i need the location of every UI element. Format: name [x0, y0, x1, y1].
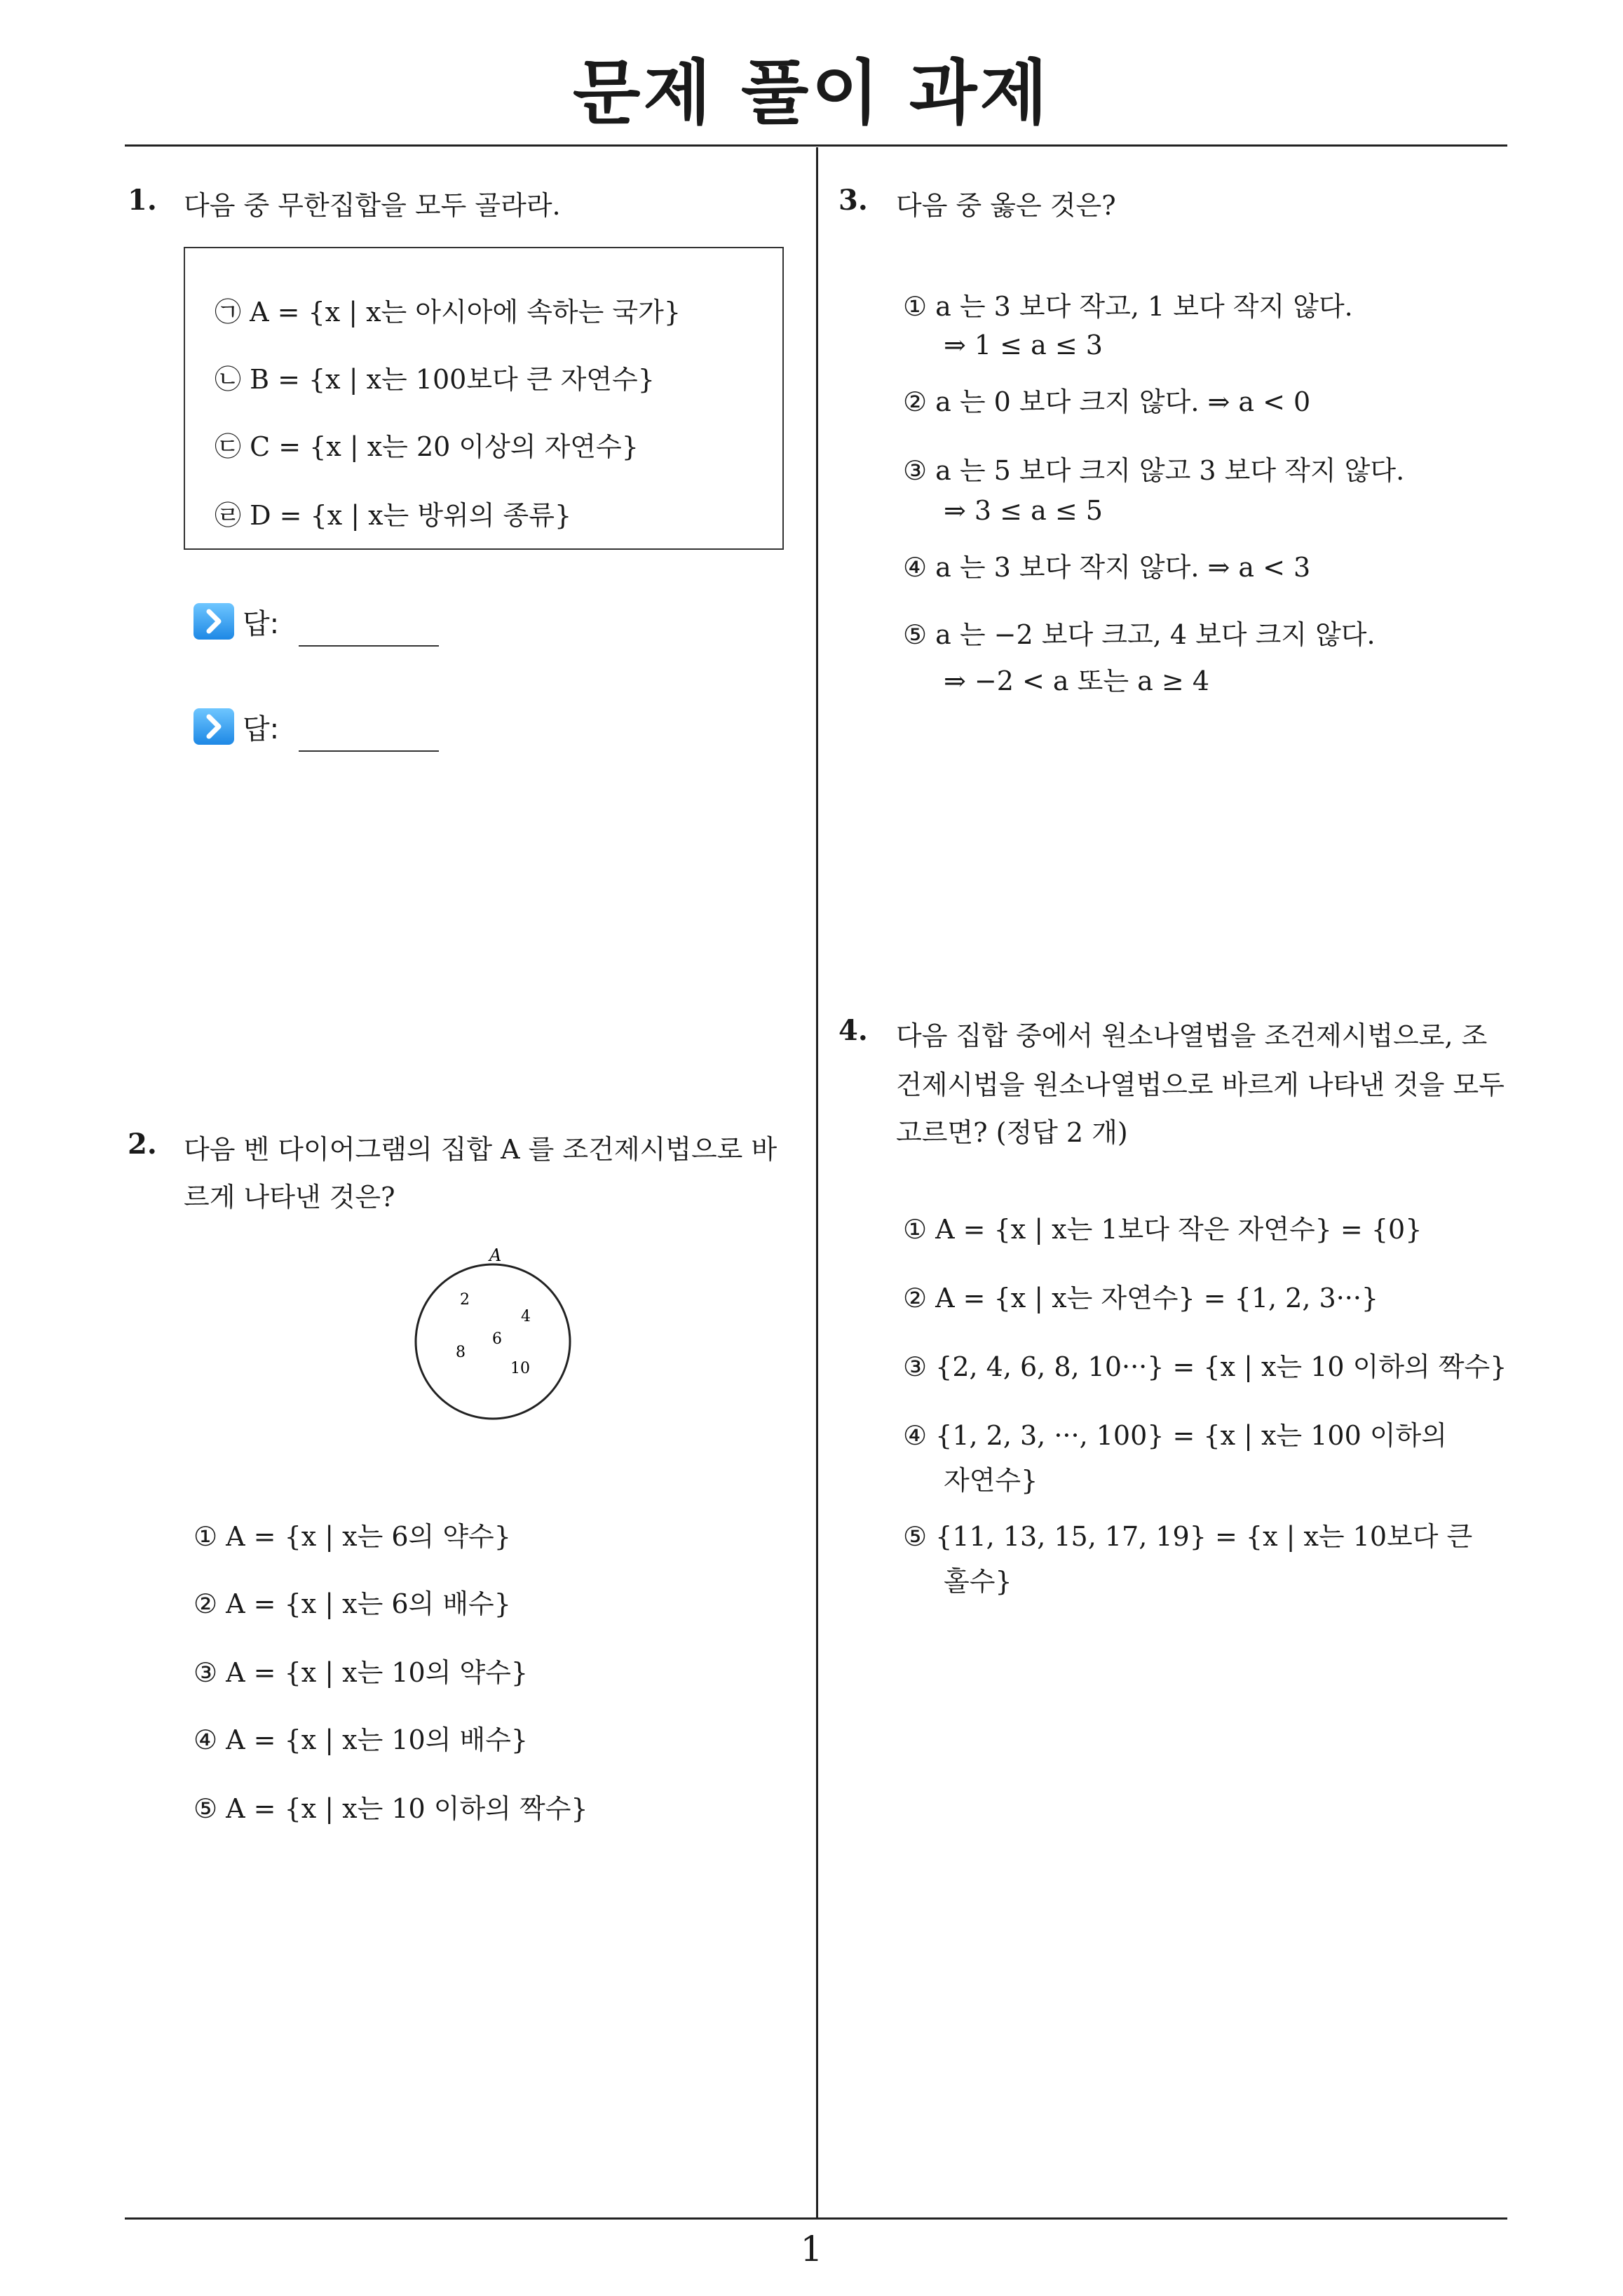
question-4-text: 건제시법을 원소나열법으로 바르게 나타낸 것을 모두	[896, 1069, 1505, 1100]
question-4-text: 다음 집합 중에서 원소나열법을 조건제시법으로, 조	[896, 1020, 1488, 1051]
page-title: 문제 풀이 과제	[572, 52, 1051, 134]
header-divider	[125, 144, 1507, 147]
answer-blank[interactable]	[299, 750, 439, 752]
question-3-option[interactable]: ③ a 는 5 보다 크지 않고 3 보다 작지 않다.	[903, 455, 1405, 486]
question-4-text: 고르면? (정답 2 개)	[896, 1117, 1128, 1148]
question-2-option[interactable]: ④ A = {x | x는 10의 배수}	[193, 1724, 529, 1755]
question-1-item: ㉢ C = {x | x는 20 이상의 자연수}	[215, 431, 639, 462]
venn-element: 2	[460, 1291, 470, 1309]
question-3-option[interactable]: ⑤ a 는 −2 보다 크고, 4 보다 크지 않다.	[903, 619, 1376, 650]
answer-label: 답:	[243, 713, 280, 745]
question-3-option[interactable]: ④ a 는 3 보다 작지 않다. ⇒ a < 3	[903, 552, 1311, 583]
venn-element: 6	[492, 1330, 502, 1348]
question-4-option[interactable]: ④ {1, 2, 3, ···, 100} = {x | x는 100 이하의	[903, 1420, 1447, 1451]
question-4-option[interactable]: ① A = {x | x는 1보다 작은 자연수} = {0}	[903, 1214, 1422, 1245]
question-1-item: ㉣ D = {x | x는 방위의 종류}	[215, 500, 572, 531]
question-2-text: 다음 벤 다이어그램의 집합 A 를 조건제시법으로 바	[184, 1134, 777, 1165]
question-3-option-result: ⇒ −2 < a 또는 a ≥ 4	[944, 666, 1209, 696]
question-4-option[interactable]: ② A = {x | x는 자연수} = {1, 2, 3···}	[903, 1283, 1379, 1314]
question-4-option-continued: 홀수}	[944, 1566, 1012, 1597]
venn-element: 10	[510, 1360, 530, 1377]
question-2-option[interactable]: ⑤ A = {x | x는 10 이하의 짝수}	[193, 1793, 588, 1824]
question-1-text: 다음 중 무한집합을 모두 골라라.	[184, 190, 561, 221]
question-4-option[interactable]: ③ {2, 4, 6, 8, 10···} = {x | x는 10 이하의 짝수}	[903, 1351, 1507, 1382]
chevron-right-icon	[193, 603, 234, 640]
answer-label: 답:	[243, 608, 280, 640]
question-2-option[interactable]: ① A = {x | x는 6의 약수}	[193, 1521, 511, 1552]
answer-blank[interactable]	[299, 645, 439, 647]
question-4-number: 4.	[838, 1014, 868, 1047]
set-label: A	[489, 1245, 502, 1265]
question-3-number: 3.	[838, 184, 868, 217]
question-2-number: 2.	[128, 1128, 157, 1161]
question-3-option[interactable]: ① a 는 3 보다 작고, 1 보다 작지 않다.	[903, 291, 1353, 322]
question-3-option[interactable]: ② a 는 0 보다 크지 않다. ⇒ a < 0	[903, 386, 1311, 417]
chevron-right-icon	[193, 708, 234, 745]
question-4-option[interactable]: ⑤ {11, 13, 15, 17, 19} = {x | x는 10보다 큰	[903, 1521, 1473, 1552]
question-2-option[interactable]: ③ A = {x | x는 10의 약수}	[193, 1657, 529, 1688]
question-1-item: ㉠ A = {x | x는 아시아에 속하는 국가}	[215, 297, 681, 327]
venn-diagram	[407, 1241, 582, 1431]
venn-element: 8	[456, 1344, 466, 1361]
page-number: 1	[800, 2229, 823, 2269]
question-3-option-result: ⇒ 1 ≤ a ≤ 3	[944, 330, 1103, 360]
question-3-option-result: ⇒ 3 ≤ a ≤ 5	[944, 495, 1103, 526]
question-1-number: 1.	[128, 184, 157, 217]
question-4-option-continued: 자연수}	[944, 1465, 1038, 1496]
question-2-option[interactable]: ② A = {x | x는 6의 배수}	[193, 1588, 511, 1619]
question-2-text: 르게 나타낸 것은?	[184, 1182, 395, 1213]
venn-element: 4	[521, 1308, 531, 1325]
question-3-text: 다음 중 옳은 것은?	[896, 190, 1116, 221]
question-1-item: ㉡ B = {x | x는 100보다 큰 자연수}	[215, 364, 655, 395]
footer-divider	[125, 2217, 1507, 2220]
column-divider	[816, 147, 818, 2219]
